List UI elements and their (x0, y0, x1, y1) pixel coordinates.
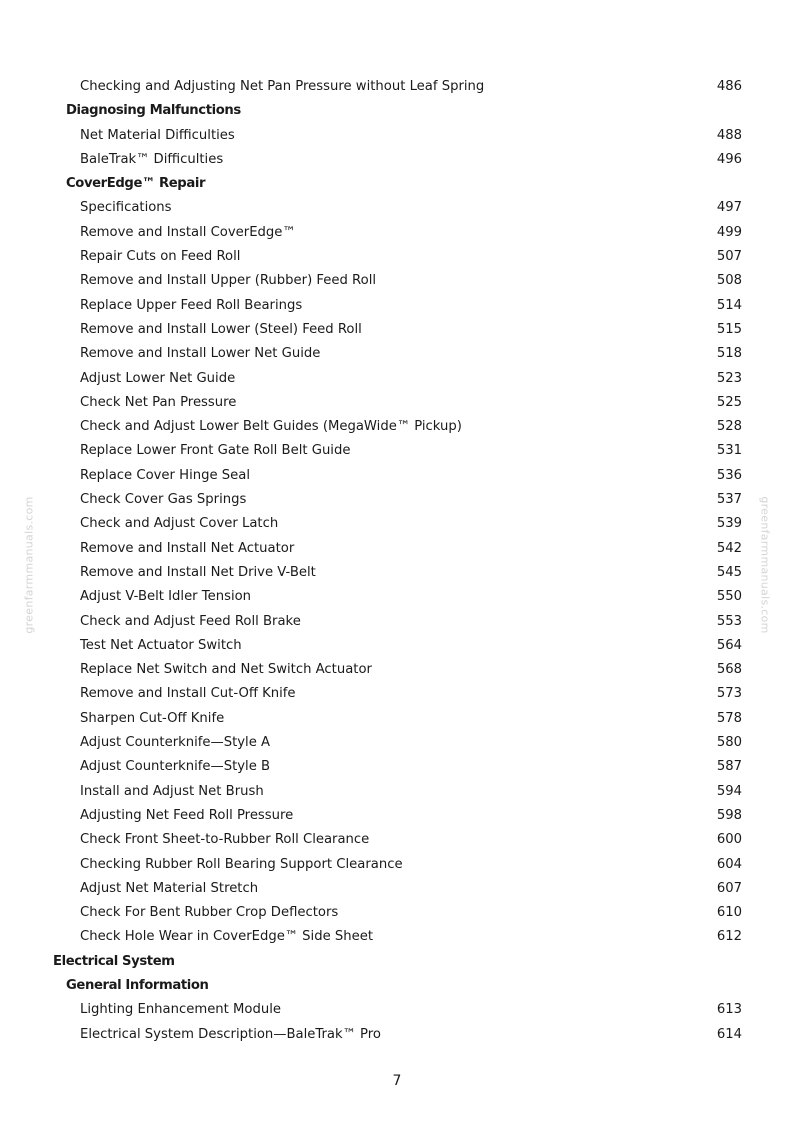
toc-entry-title: Adjust Net Material Stretch (80, 880, 259, 896)
toc-entry-page-number: 528 (716, 419, 742, 435)
toc-entry-title: Check Net Pan Pressure (80, 394, 237, 410)
toc-entry[interactable] (0, 925, 794, 949)
toc-entry-page-number: 545 (716, 564, 742, 580)
toc-entry-title: Remove and Install CoverEdge™ (80, 224, 296, 240)
toc-entry[interactable] (0, 512, 794, 536)
toc-entry-title: BaleTrak™ Difficulties (80, 151, 224, 167)
toc-entry-page-number: 525 (716, 394, 742, 410)
toc-entry-title: Remove and Install Lower Net Guide (80, 346, 321, 362)
toc-entry[interactable] (0, 610, 794, 634)
toc-entry[interactable] (0, 196, 794, 220)
toc-entry[interactable] (0, 707, 794, 731)
toc-entry-page-number: 518 (716, 346, 742, 362)
toc-entry-title: Remove and Install Cut-Off Knife (80, 686, 296, 702)
toc-entry[interactable] (0, 998, 794, 1022)
toc-entry-page-number: 508 (716, 273, 742, 289)
toc-entry[interactable] (0, 658, 794, 682)
toc-entry-page-number: 496 (716, 151, 742, 167)
toc-subsection-heading (0, 974, 794, 998)
toc-entry-title: Repair Cuts on Feed Roll (80, 249, 241, 265)
toc-entry[interactable] (0, 342, 794, 366)
toc-entry-title: Check Cover Gas Springs (80, 492, 247, 508)
toc-entry-page-number: 564 (716, 637, 742, 653)
toc-entry[interactable] (0, 488, 794, 512)
toc-entry-page-number: 550 (716, 589, 742, 605)
toc-entry[interactable] (0, 901, 794, 925)
page-number: 7 (392, 1073, 402, 1089)
toc-entry-title: Net Material Difficulties (80, 127, 235, 143)
toc-entry-page-number: 614 (716, 1026, 742, 1042)
toc-entry[interactable] (0, 561, 794, 585)
toc-entry-page-number: 568 (716, 662, 742, 678)
toc-entry-title: Replace Cover Hinge Seal (80, 467, 251, 483)
toc-entry-title: Adjusting Net Feed Roll Pressure (80, 807, 294, 823)
toc-entry-title: Remove and Install Net Drive V-Belt (80, 564, 316, 580)
toc-entry[interactable] (0, 877, 794, 901)
toc-entry-title: Checking Rubber Roll Bearing Support Clearance (80, 856, 403, 872)
toc-subsection-heading (0, 99, 794, 123)
toc-entry-page-number: 539 (716, 516, 742, 532)
toc-entry-title: Remove and Install Net Actuator (80, 540, 295, 556)
toc-entry-page-number: 580 (716, 735, 742, 751)
toc-entry[interactable] (0, 828, 794, 852)
toc-entry-page-number: 594 (716, 783, 742, 799)
toc-entry-title: Electrical System (53, 953, 175, 969)
toc-entry-page-number: 600 (716, 832, 742, 848)
toc-entry[interactable] (0, 391, 794, 415)
watermark-right: greenfarmmanuals.com (758, 496, 772, 634)
toc-entry-title: Check and Adjust Lower Belt Guides (MegaWide™ Pickup) (80, 419, 462, 435)
toc-entry[interactable] (0, 731, 794, 755)
toc-entry-title: Adjust Counterknife—Style B (80, 759, 271, 775)
toc-entry[interactable] (0, 75, 794, 99)
toc-entry[interactable] (0, 755, 794, 779)
toc-entry-title: Test Net Actuator Switch (80, 637, 242, 653)
toc-entry[interactable] (0, 853, 794, 877)
toc-entry-page-number: 514 (716, 297, 742, 313)
toc-entry-title: Remove and Install Lower (Steel) Feed Roll (80, 321, 362, 337)
toc-entry-title: Checking and Adjusting Net Pan Pressure without Leaf Spring (80, 79, 485, 94)
toc-entry-page-number: 497 (716, 200, 742, 216)
toc-subsection-heading (0, 172, 794, 196)
toc-entry-page-number: 486 (716, 79, 742, 94)
toc-entry[interactable] (0, 804, 794, 828)
toc-entry-title: General Information (66, 977, 209, 993)
toc-entry-title: Diagnosing Malfunctions (66, 103, 241, 119)
toc-entry[interactable] (0, 682, 794, 706)
toc-entry[interactable] (0, 634, 794, 658)
toc-entry[interactable] (0, 537, 794, 561)
toc-entry[interactable] (0, 585, 794, 609)
toc-entry-page-number: 515 (716, 321, 742, 337)
toc-entry-page-number: 607 (716, 880, 742, 896)
toc-entry[interactable] (0, 245, 794, 269)
toc-entry[interactable] (0, 780, 794, 804)
toc-entry-page-number: 553 (716, 613, 742, 629)
toc-entry-page-number: 499 (716, 224, 742, 240)
toc-entry[interactable] (0, 294, 794, 318)
toc-entry[interactable] (0, 221, 794, 245)
toc-entry-page-number: 610 (716, 905, 742, 921)
toc-entry-title: Check and Adjust Cover Latch (80, 516, 279, 532)
toc-entry-title: Specifications (80, 200, 172, 216)
toc-entry-title: Check For Bent Rubber Crop Deflectors (80, 905, 339, 921)
toc-entry-page-number: 523 (716, 370, 742, 386)
toc-entry-page-number: 587 (716, 759, 742, 775)
toc-entry-page-number: 542 (716, 540, 742, 556)
toc-entry-title: Sharpen Cut-Off Knife (80, 710, 225, 726)
watermark-left: greenfarmmanuals.com (22, 496, 36, 634)
toc-entry[interactable] (0, 318, 794, 342)
toc-entry-title: Adjust Counterknife—Style A (80, 735, 271, 751)
toc-entry-page-number: 537 (716, 492, 742, 508)
toc-section-heading (0, 950, 794, 974)
toc-entry-title: Replace Net Switch and Net Switch Actuator (80, 662, 372, 678)
toc-entry-page-number: 612 (716, 929, 742, 945)
toc-entry-page-number: 604 (716, 856, 742, 872)
table-of-contents (0, 75, 794, 1047)
toc-entry-title: Check and Adjust Feed Roll Brake (80, 613, 301, 629)
toc-entry-page-number: 488 (716, 127, 742, 143)
toc-entry-title: Electrical System Description—BaleTrak™ Pro (80, 1026, 381, 1042)
toc-entry[interactable] (0, 269, 794, 293)
toc-entry-page-number: 613 (716, 1002, 742, 1018)
toc-entry[interactable] (0, 439, 794, 463)
toc-entry[interactable] (0, 415, 794, 439)
toc-entry[interactable] (0, 367, 794, 391)
toc-entry-title: Install and Adjust Net Brush (80, 783, 264, 799)
toc-entry-title: Adjust V-Belt Idler Tension (80, 589, 252, 605)
toc-entry-page-number: 536 (716, 467, 742, 483)
toc-entry-title: Adjust Lower Net Guide (80, 370, 236, 386)
toc-entry-page-number: 531 (716, 443, 742, 459)
toc-entry-title: Remove and Install Upper (Rubber) Feed Roll (80, 273, 377, 289)
toc-entry-title: Replace Upper Feed Roll Bearings (80, 297, 303, 313)
toc-entry-title: Replace Lower Front Gate Roll Belt Guide (80, 443, 351, 459)
toc-entry-page-number: 578 (716, 710, 742, 726)
toc-entry[interactable] (0, 464, 794, 488)
toc-entry-page-number: 598 (716, 807, 742, 823)
toc-entry[interactable] (0, 124, 794, 148)
toc-entry-title: Check Front Sheet-to-Rubber Roll Clearance (80, 832, 370, 848)
toc-entry-title: Lighting Enhancement Module (80, 1002, 281, 1018)
toc-entry-title: Check Hole Wear in CoverEdge™ Side Sheet (80, 929, 374, 945)
toc-entry[interactable] (0, 148, 794, 172)
toc-entry-page-number: 507 (716, 249, 742, 265)
toc-entry-title: CoverEdge™ Repair (66, 176, 206, 192)
toc-entry-page-number: 573 (716, 686, 742, 702)
toc-entry[interactable] (0, 1023, 794, 1047)
